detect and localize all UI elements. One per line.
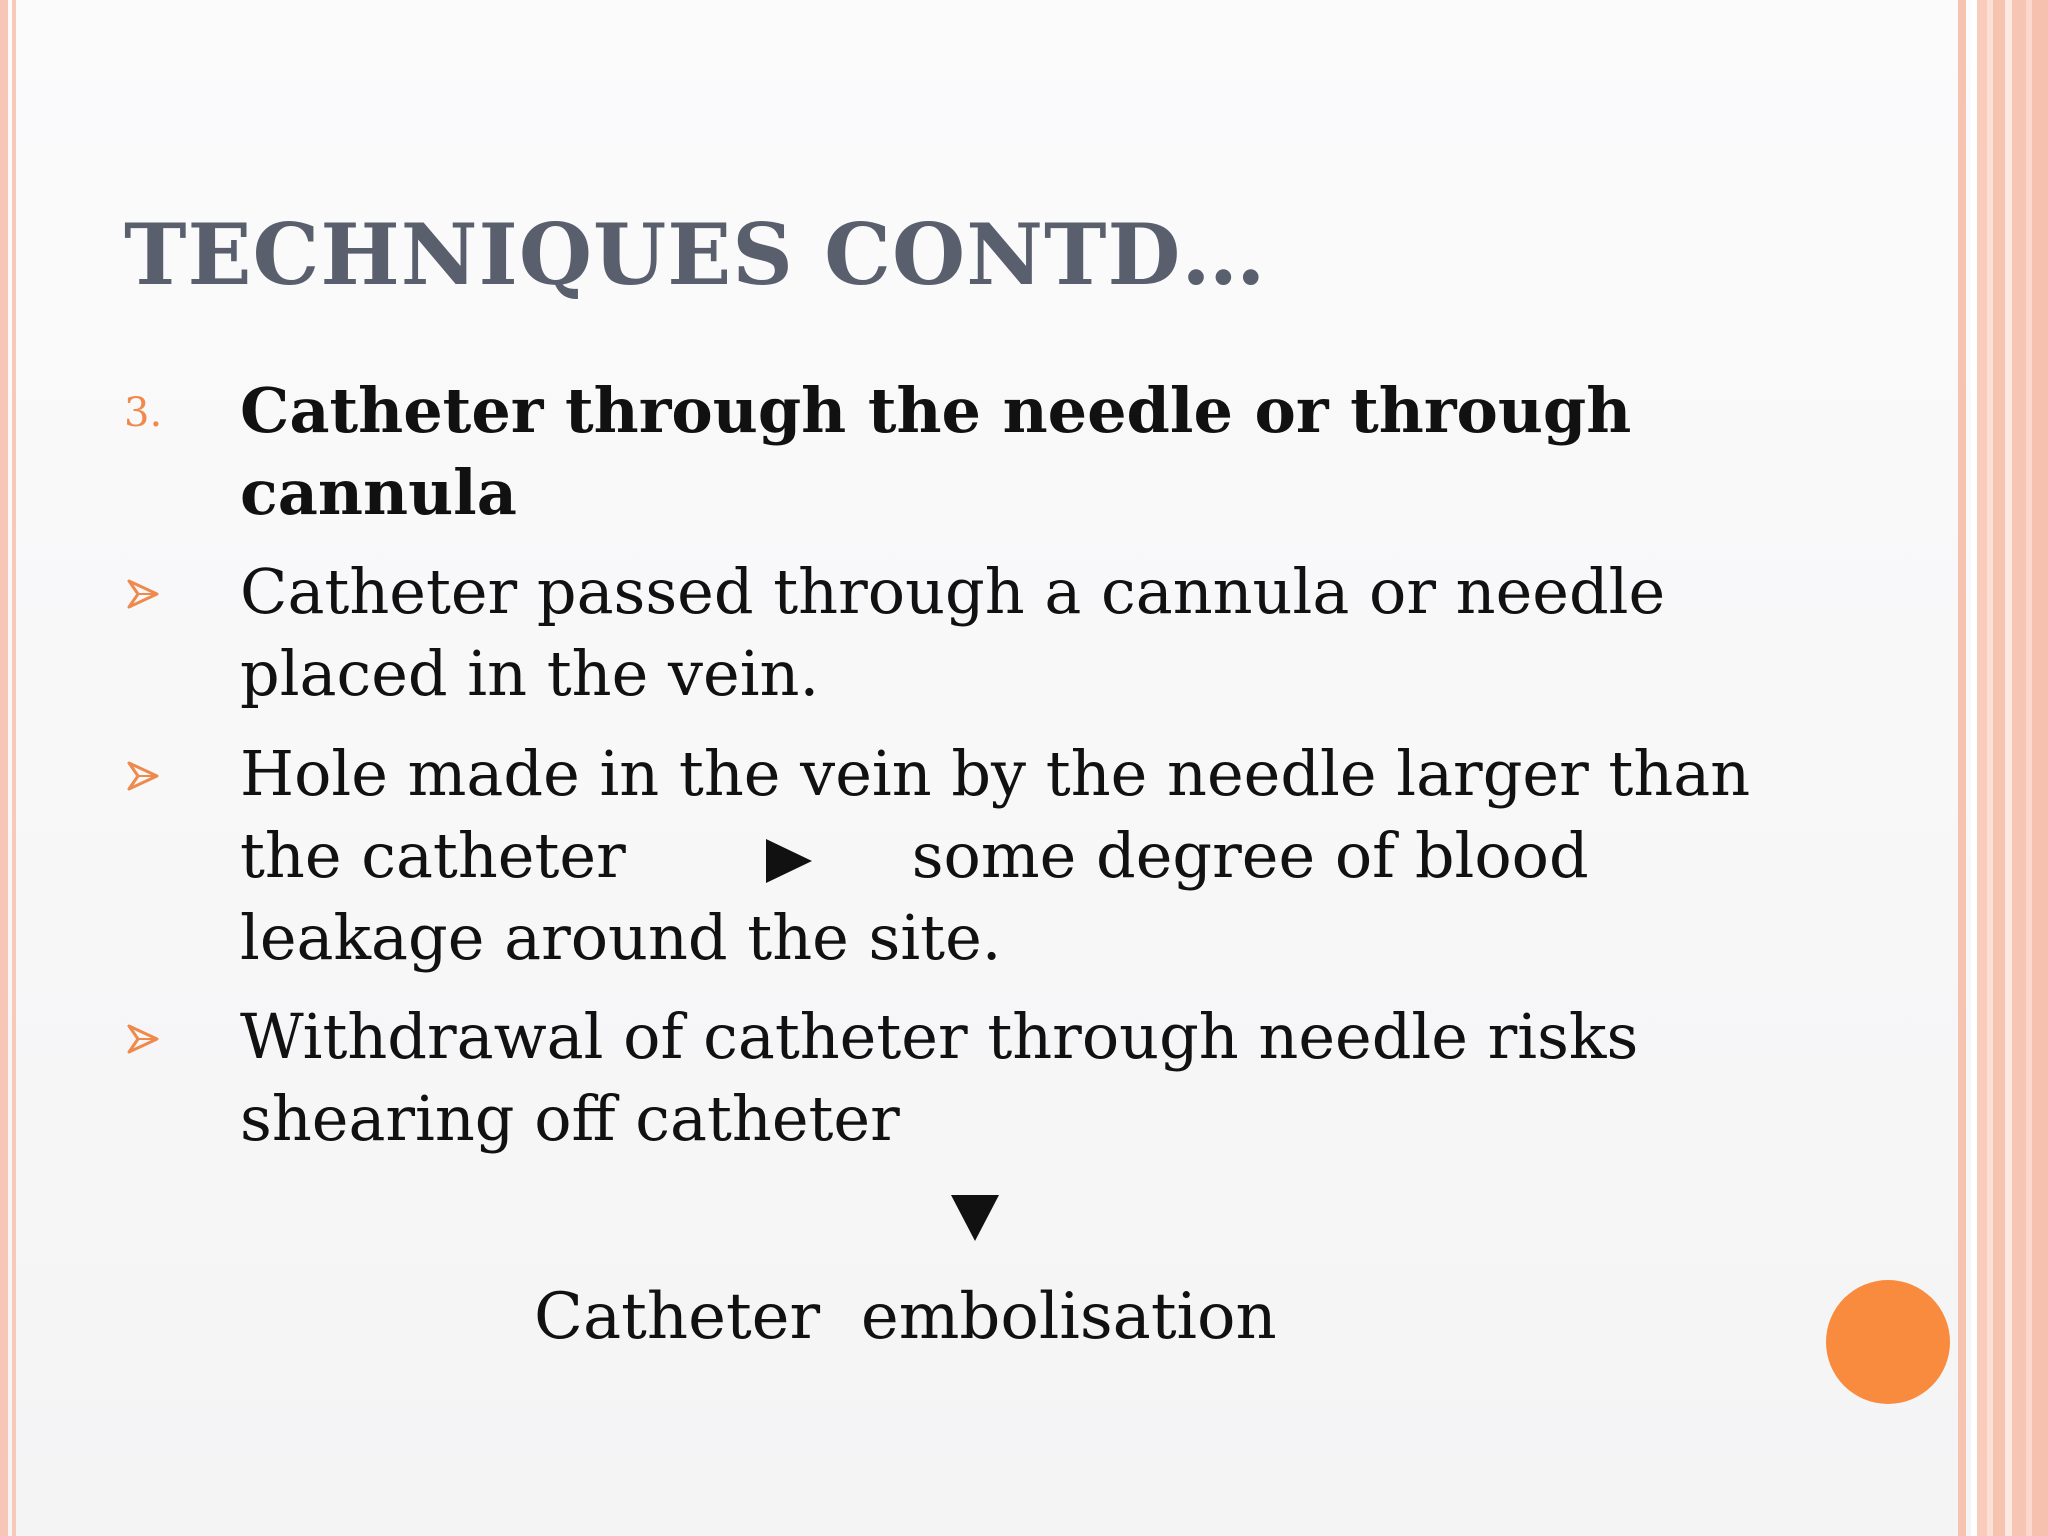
list-item-text — [240, 996, 1638, 1160]
text-line — [240, 815, 1750, 897]
decorative-circle — [1826, 1280, 1950, 1404]
right-border-stripe — [2032, 0, 2048, 1536]
text-line: shearing off catheter — [240, 1082, 900, 1155]
text-line: leakage around the site. — [240, 901, 1002, 974]
text-segment: some degree of blood — [911, 819, 1589, 892]
right-border-stripe — [2012, 0, 2026, 1536]
text-line: Catheter through the needle or through — [240, 374, 1632, 447]
list-item-text — [240, 733, 1750, 979]
conclusion-text: Catheter embolisation — [534, 1280, 1277, 1354]
slide-title: TECHNIQUES CONTD… — [124, 205, 1267, 304]
list-item-text — [240, 551, 1665, 715]
down-arrow-icon — [951, 1195, 999, 1241]
arrow-bullet-icon — [126, 577, 160, 611]
text-segment: the catheter — [240, 819, 626, 892]
text-line: Withdrawal of catheter through needle risks — [240, 1000, 1639, 1073]
right-border-stripe — [2005, 0, 2012, 1536]
right-border-stripe — [1958, 0, 1966, 1536]
arrow-bullet-icon — [126, 759, 160, 793]
right-arrow-icon — [766, 839, 812, 883]
list-item-text — [240, 370, 1631, 534]
left-border-stripe — [12, 0, 16, 1536]
text-line: Hole made in the vein by the needle larger than — [240, 737, 1751, 810]
right-border-stripe — [1977, 0, 1987, 1536]
text-line: Catheter passed through a cannula or needle — [240, 555, 1666, 628]
text-line: cannula — [240, 456, 517, 529]
left-border-stripe — [0, 0, 8, 1536]
arrow-bullet-icon — [126, 1022, 160, 1056]
text-line: placed in the vein. — [240, 637, 820, 710]
right-border-stripe — [1993, 0, 2005, 1536]
list-number: 3. — [124, 390, 163, 436]
